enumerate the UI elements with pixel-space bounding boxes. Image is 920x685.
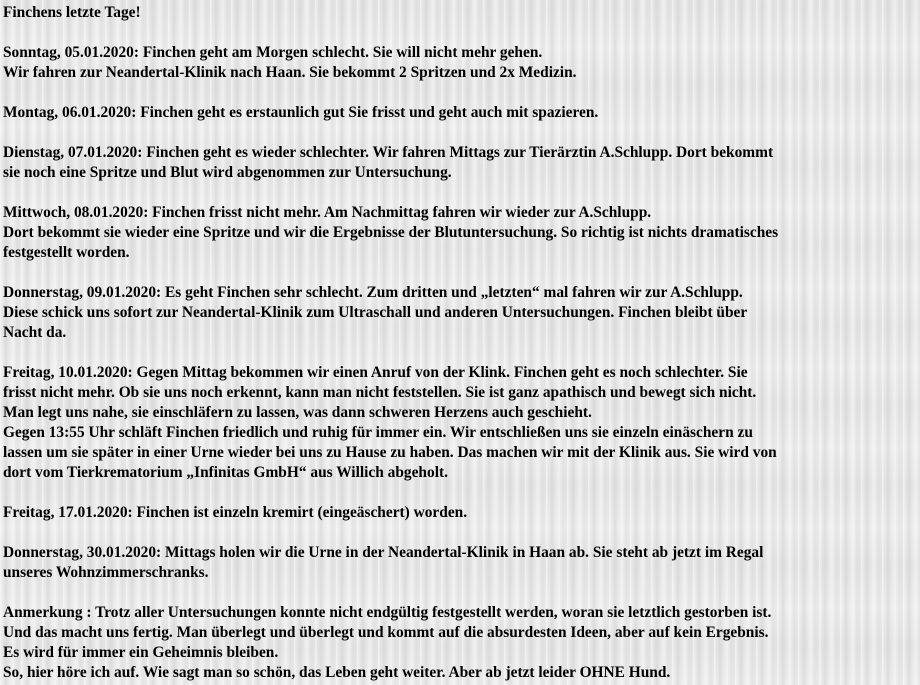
entry-line: Mittwoch, 08.01.2020: Finchen frisst nicht mehr. Am Nachmittag fahren wir wieder zur A.Schlupp. — [3, 204, 652, 221]
entry-line: frisst nicht mehr. Ob sie uns noch erkennt, kann man nicht feststellen. Sie ist ganz apathisch und bewegt sich nicht. — [3, 384, 757, 401]
entry-line: Nacht da. — [3, 324, 67, 341]
diary-entry — [3, 283, 917, 343]
entry-line: Diese schick uns sofort zur Neandertal-Klinik zum Ultraschall und anderen Untersuchungen. Finchen bleibt über — [3, 304, 748, 321]
entry-line: Donnerstag, 30.01.2020: Mittags holen wir die Urne in der Neandertal-Klinik in Haan ab. Sie steht ab jetzt im Regal — [3, 544, 764, 561]
diary-entry — [3, 143, 917, 183]
diary-entry — [3, 203, 917, 263]
entry-line: festgestellt worden. — [3, 244, 130, 261]
entry-line: Es wird für immer ein Geheimnis bleiben. — [3, 644, 279, 661]
entry-line: dort vom Tierkrematorium „Infinitas GmbH“ aus Willich abgeholt. — [3, 464, 448, 481]
entry-line: Freitag, 17.01.2020: Finchen ist einzeln kremirt (eingeäschert) worden. — [3, 504, 468, 521]
entry-line: Wir fahren zur Neandertal-Klinik nach Haan. Sie bekommt 2 Spritzen und 2x Medizin. — [3, 64, 577, 81]
entry-line: sie noch eine Spritze und Blut wird abgenommen zur Untersuchung. — [3, 164, 452, 181]
diary-entry — [3, 43, 917, 83]
entry-line: Gegen 13:55 Uhr schläft Finchen friedlich und ruhig für immer ein. Wir entschließen uns sie einzeln einäschern zu — [3, 424, 753, 441]
entry-line: Man legt uns nahe, sie einschläfern zu lassen, was dann schweren Herzens auch geschieht. — [3, 404, 592, 421]
entry-line: Dienstag, 07.01.2020: Finchen geht es wieder schlechter. Wir fahren Mittags zur Tierärztin A.Schlupp. Dort bekommt — [3, 144, 774, 161]
diary-entry — [3, 603, 917, 683]
entry-line: lassen um sie später in einer Urne wieder bei uns zu Hause zu haben. Das machen wir mit der Klinik aus. Sie wird von — [3, 444, 777, 461]
entry-line: Und das macht uns fertig. Man überlegt und überlegt und kommt auf die absurdesten Ideen, aber auf kein Ergebnis. — [3, 624, 769, 641]
entry-line: So, hier höre ich auf. Wie sagt man so schön, das Leben geht weiter. Aber ab jetzt leider OHNE Hund. — [3, 664, 671, 681]
entry-line: Freitag, 10.01.2020: Gegen Mittag bekommen wir einen Anruf von der Klink. Finchen geht es noch schlechter. Sie — [3, 364, 748, 381]
entry-line: Montag, 06.01.2020: Finchen geht es erstaunlich gut Sie frisst und geht auch mit spazieren. — [3, 104, 599, 121]
entry-line: Donnerstag, 09.01.2020: Es geht Finchen sehr schlecht. Zum dritten und „letzten“ mal fahren wir zur A.Schlupp. — [3, 284, 743, 301]
entry-line: Sonntag, 05.01.2020: Finchen geht am Morgen schlecht. Sie will nicht mehr gehen. — [3, 44, 543, 61]
entry-line: unseres Wohnzimmerschranks. — [3, 564, 209, 581]
page-title: Finchens letzte Tage! — [3, 4, 141, 21]
entry-line: Anmerkung : Trotz aller Untersuchungen konnte nicht endgültig festgestellt werden, woran sie letztlich gestorben ist. — [3, 604, 772, 621]
diary-entry — [3, 543, 917, 583]
diary-entry — [3, 363, 917, 483]
entry-line: Dort bekommt sie wieder eine Spritze und wir die Ergebnisse der Blutuntersuchung. So richtig ist nichts dramatisches — [3, 224, 779, 241]
diary-entry — [3, 103, 917, 123]
diary-entry — [3, 503, 917, 523]
document-page — [3, 3, 917, 683]
